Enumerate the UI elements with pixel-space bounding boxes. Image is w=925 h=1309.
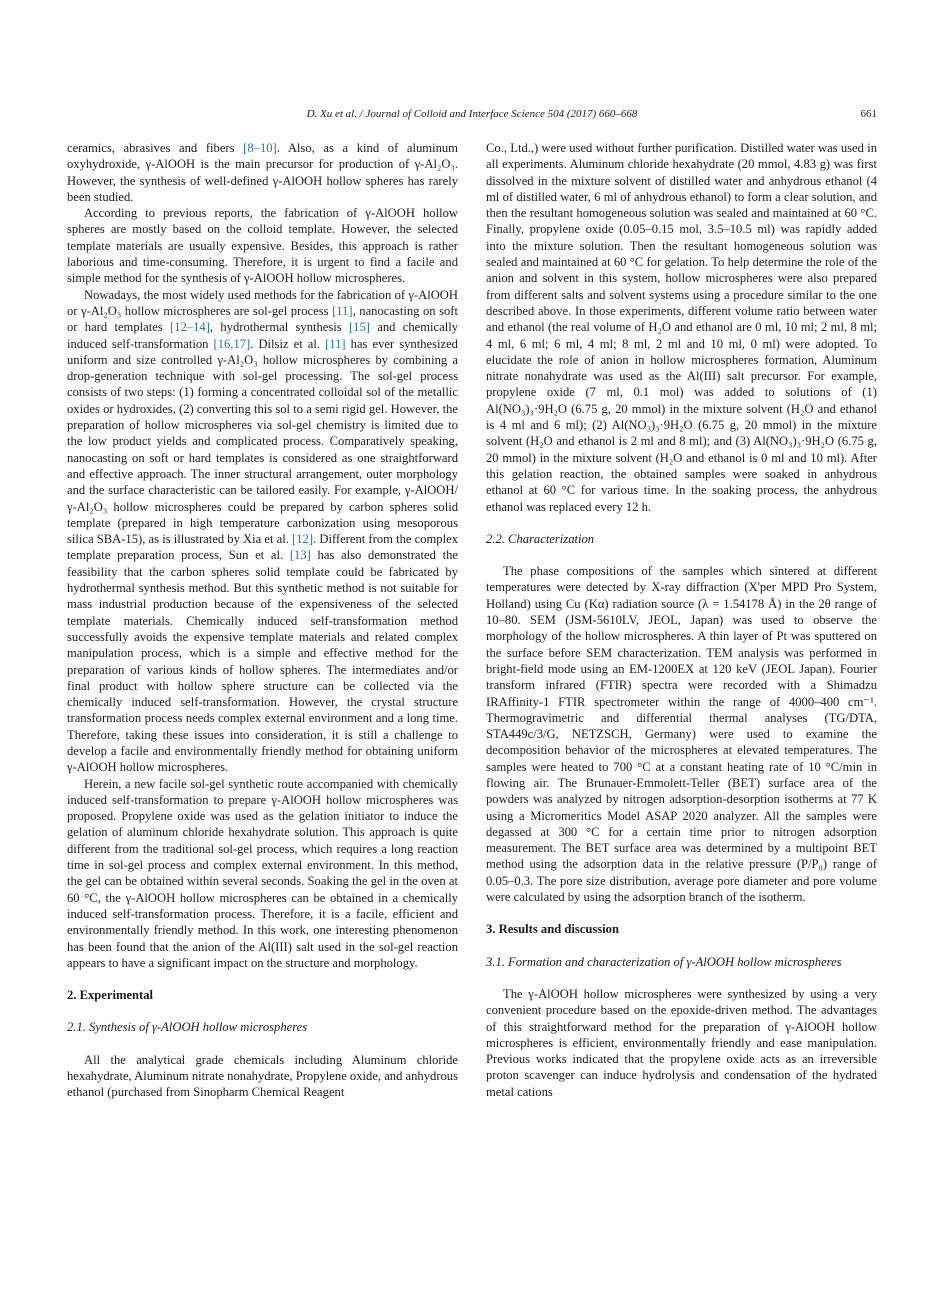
paragraph: Co., Ltd.,) were used without further purification. Distilled water was used in all experiments. Aluminum chloride hexahydrate (20 mmol, 4.83 g) was first dissolved in the mixture solvent of distilled water and anhydrous ethanol (4 ml of distilled water, 6 ml of anhydrous ethanol) to form a clear solution, and then the resultant homogeneous solution was sealed and maintained at 60 °C. Finally, propylene oxide (0.05–0.15 mol, 3.5–10.5 ml) was rapidly added into the mixture solution. Then the resultant homogeneous solution was sealed and maintained at 60 °C for gelation. To help determine the role of the anion and solvent in this system, hollow microspheres were also prepared from different salts and solvent systems using a procedure similar to the one described above. In those experiments, different volume ratio between water and ethanol (the real volume of H₂O and ethanol are 0 ml, 10 ml; 2 ml, 8 ml; 4 ml, 6 ml; 6 ml, 4 ml; 8 ml, 2 ml and 10 ml, 0 ml) were adopted. To elucidate the role of anion in hollow microspheres formation, Aluminum nitrate nonahydrate was used as the Al(III) salt precursor. For example, propylene oxide (7 ml, 0.1 mol) was added to solutions of (1) Al(NO₃)₃·9H₂O (6.75 g, 20 mmol) in the mixture solvent (H₂O and ethanol is 4 ml and 6 ml); (2) Al(NO₃)₃·9H₂O (6.75 g, 20 mmol) in the mixture solvent (H₂O and ethanol is 2 ml and 8 ml); and (3) Al(NO₃)₃·9H₂O (6.75 g, 20 mmol) in the mixture solvent (H₂O and ethanol is 0 ml and 10 ml). After this gelation reaction, the obtained samples were soaked in anhydrous ethanol at 60 °C for various time. In the soaking process, the anhydrous ethanol was replaced every 12 h. xyxy=(486,141,877,514)
paragraph: Herein, a new facile sol-gel synthetic route accompanied with chemically induced self-transformation to prepare γ-AlOOH hollow microspheres was proposed. Propylene oxide was used as the gelation initiator to induce the gelation of aluminum chloride hexahydrate solution. This approach is quite different from the traditional sol-gel process, which requires a long reaction time in sol-gel process and complex external environment. In this method, the gel can be obtained within several seconds. Soaking the gel in the oven at 60 °C, the γ-AlOOH hollow microspheres can be obtained in a chemically induced self-transformation process. Therefore, it is a facile, efficient and environmentally friendly method. In this work, one interesting phenomenon has been found that the anion of the Al(III) salt used in the sol-gel reaction appears to have a significant impact on the structure and morphology. xyxy=(67,776,458,970)
running-header xyxy=(67,108,877,124)
paragraph: All the analytical grade chemicals including Aluminum chloride hexahydrate, Aluminum nitrate nonahydrate, Propylene oxide, and anhydrous ethanol (purchased from Sinopharm Chemical Reagent xyxy=(67,1052,459,1100)
citation-link[interactable]: [13] xyxy=(289,548,311,563)
citation-link[interactable]: [12] xyxy=(292,532,314,547)
subsection-heading-characterization: 2.2. Characterization xyxy=(486,531,595,546)
paragraph: The phase compositions of the samples which sintered at different temperatures were detected by X-ray diffraction (X'per MPD Pro System, Holland) using Cu (Kα) radiation source (λ = 1.54178 Å) in the 2θ range of 10–80. SEM (JSM-5610LV, JEOL, Japan) was used to observe the morphology of the hollow microspheres. A thin layer of Pt was sputtered on the surface before SEM characterization. TEM analysis was performed in bright-field mode using an EM-1200EX at 120 keV (JEOL Japan). Fourier transform infrared (FTIR) spectra were recorded with a Shimadzu IRAffinity-1 FTIR spectrometer within the range of 4000–400 cm⁻¹. Thermogravimetric and differential thermal analyses (TG/DTA, STA449c/3/G, NETZSCH, Germany) were used to examine the decomposition behavior of the microspheres at elevated temperatures. The samples were heated to 700 °C at a constant heating rate of 10 °C/min in flowing air. The Brunauer-Emmolett-Teller (BET) surface area of the powders was analyzed by nitrogen adsorption-desorption isotherms at 77 K using a Micromeritics Model ASAP 2020 analyzer. All the samples were degassed at 300 °C for a certain time prior to nitrogen adsorption measurement. The BET surface area was determined by a multipoint BET method using the adsorption data in the relative pressure (P/P₀) range of 0.05–0.3. The pore size distribution, average pore diameter and pore volume were calculated by using the adsorption branch of the isotherm. xyxy=(486,564,877,905)
page-number: 661 xyxy=(860,108,877,120)
citation-link[interactable]: [15] xyxy=(348,320,370,335)
paragraph: Nowadays, the most widely used methods for the fabrication of γ-AlOOH or γ-Al₂O₃ hollow microspheres are sol-gel process [11], nanocasting on soft or hard templates [12–14], hydrothermal synthesis [15] and chemically induced self-transformation [16,17]. Dilsiz et al. [11] has ever synthesized uniform and size controlled γ-Al₂O₃ hollow microspheres by combining a drop-generation technique with sol-gel processing. The sol-gel process consists of two steps: (1) forming a concentrated colloidal sol of the metallic oxides or hydroxides, (2) converting this sol to a semi rigid gel. However, the preparation of hollow microspheres via sol-gel chemistry is limited due to the low product yields and complicated process. Comparatively speaking, nanocasting on soft or hard templates is considered as one straightforward and effective approach. The inner structural arrangement, outer morphology and the surface characteristic can be tailored easily. For example, γ-AlOOH/γ-Al₂O₃ hollow microspheres could be prepared by carbon spheres solid template (prepared in high temperature carbonization using mesoporous silica SBA-15), as is illustrated by Xia et al. [12]. Different from the complex template preparation process, Sun et al. [13] has also demonstrated the feasibility that the carbon spheres solid template could be fabricated by hydrothermal synthesis method. But this synthetic method is not suitable for mass industrial production because of the expensiveness of the selected template materials. Chemically induced self-transformation method successfully avoids the expensive template materials and related complex manipulation process, which is a simple and effective method for the preparation of various kinds of hollow spheres. The intermediates and/or final product with hollow sphere structure can be collected via the chemically induced self-transformation. However, the crystal structure transformation process needs complex external environment and a long time. Therefore, taking these issues into consideration, it is still a challenge to develop a facile and environmentally friendly method for obtaining uniform γ-AlOOH hollow microspheres. xyxy=(67,287,458,775)
paragraph: ceramics, abrasives and fibers [8–10]. Also, as a kind of aluminum oxyhydroxide, γ-AlOOH is the main precursor for production of γ-Al₂O₃. However, the synthesis of well-defined γ-AlOOH hollow spheres has rarely been studied. xyxy=(67,141,458,204)
citation-link[interactable]: [12–14] xyxy=(170,320,210,335)
right-column xyxy=(486,140,877,1100)
subsection-heading-formation: 3.1. Formation and characterization of γ-AlOOH hollow microspheres xyxy=(486,954,842,969)
subsection-heading-synthesis: 2.1. Synthesis of γ-AlOOH hollow microspheres xyxy=(67,1020,308,1035)
citation-link[interactable]: [8–10] xyxy=(243,141,277,155)
citation-link[interactable]: [11] xyxy=(325,336,346,351)
section-heading-experimental: 2. Experimental xyxy=(67,988,154,1003)
section-heading-results: 3. Results and discussion xyxy=(486,922,619,937)
paragraph: According to previous reports, the fabrication of γ-AlOOH hollow spheres are mostly based on the colloid template. However, the selected template materials are usually expensive. Besides, this approach is rather laborious and time-consuming. Therefore, it is urgent to find a facile and simple method for the synthesis of γ-AlOOH hollow microspheres. xyxy=(67,206,458,286)
left-column xyxy=(67,140,458,1101)
citation-link[interactable]: [16,17] xyxy=(213,336,251,351)
paragraph: The γ-AlOOH hollow microspheres were synthesized by using a very convenient procedure based on the epoxide-driven method. The advantages of this straightforward method for the preparation of γ-AlOOH hollow microspheres is efficient, environmentally friendly and ease manipulation. Previous works indicated that the propylene oxide acts as an irreversible proton scavenger can induce hydrolysis and condensation of the hydrated metal cations xyxy=(486,986,877,1099)
journal-citation: D. Xu et al. / Journal of Colloid and Interface Science 504 (2017) 660–668 xyxy=(306,108,638,120)
citation-link[interactable]: [11] xyxy=(332,303,353,318)
